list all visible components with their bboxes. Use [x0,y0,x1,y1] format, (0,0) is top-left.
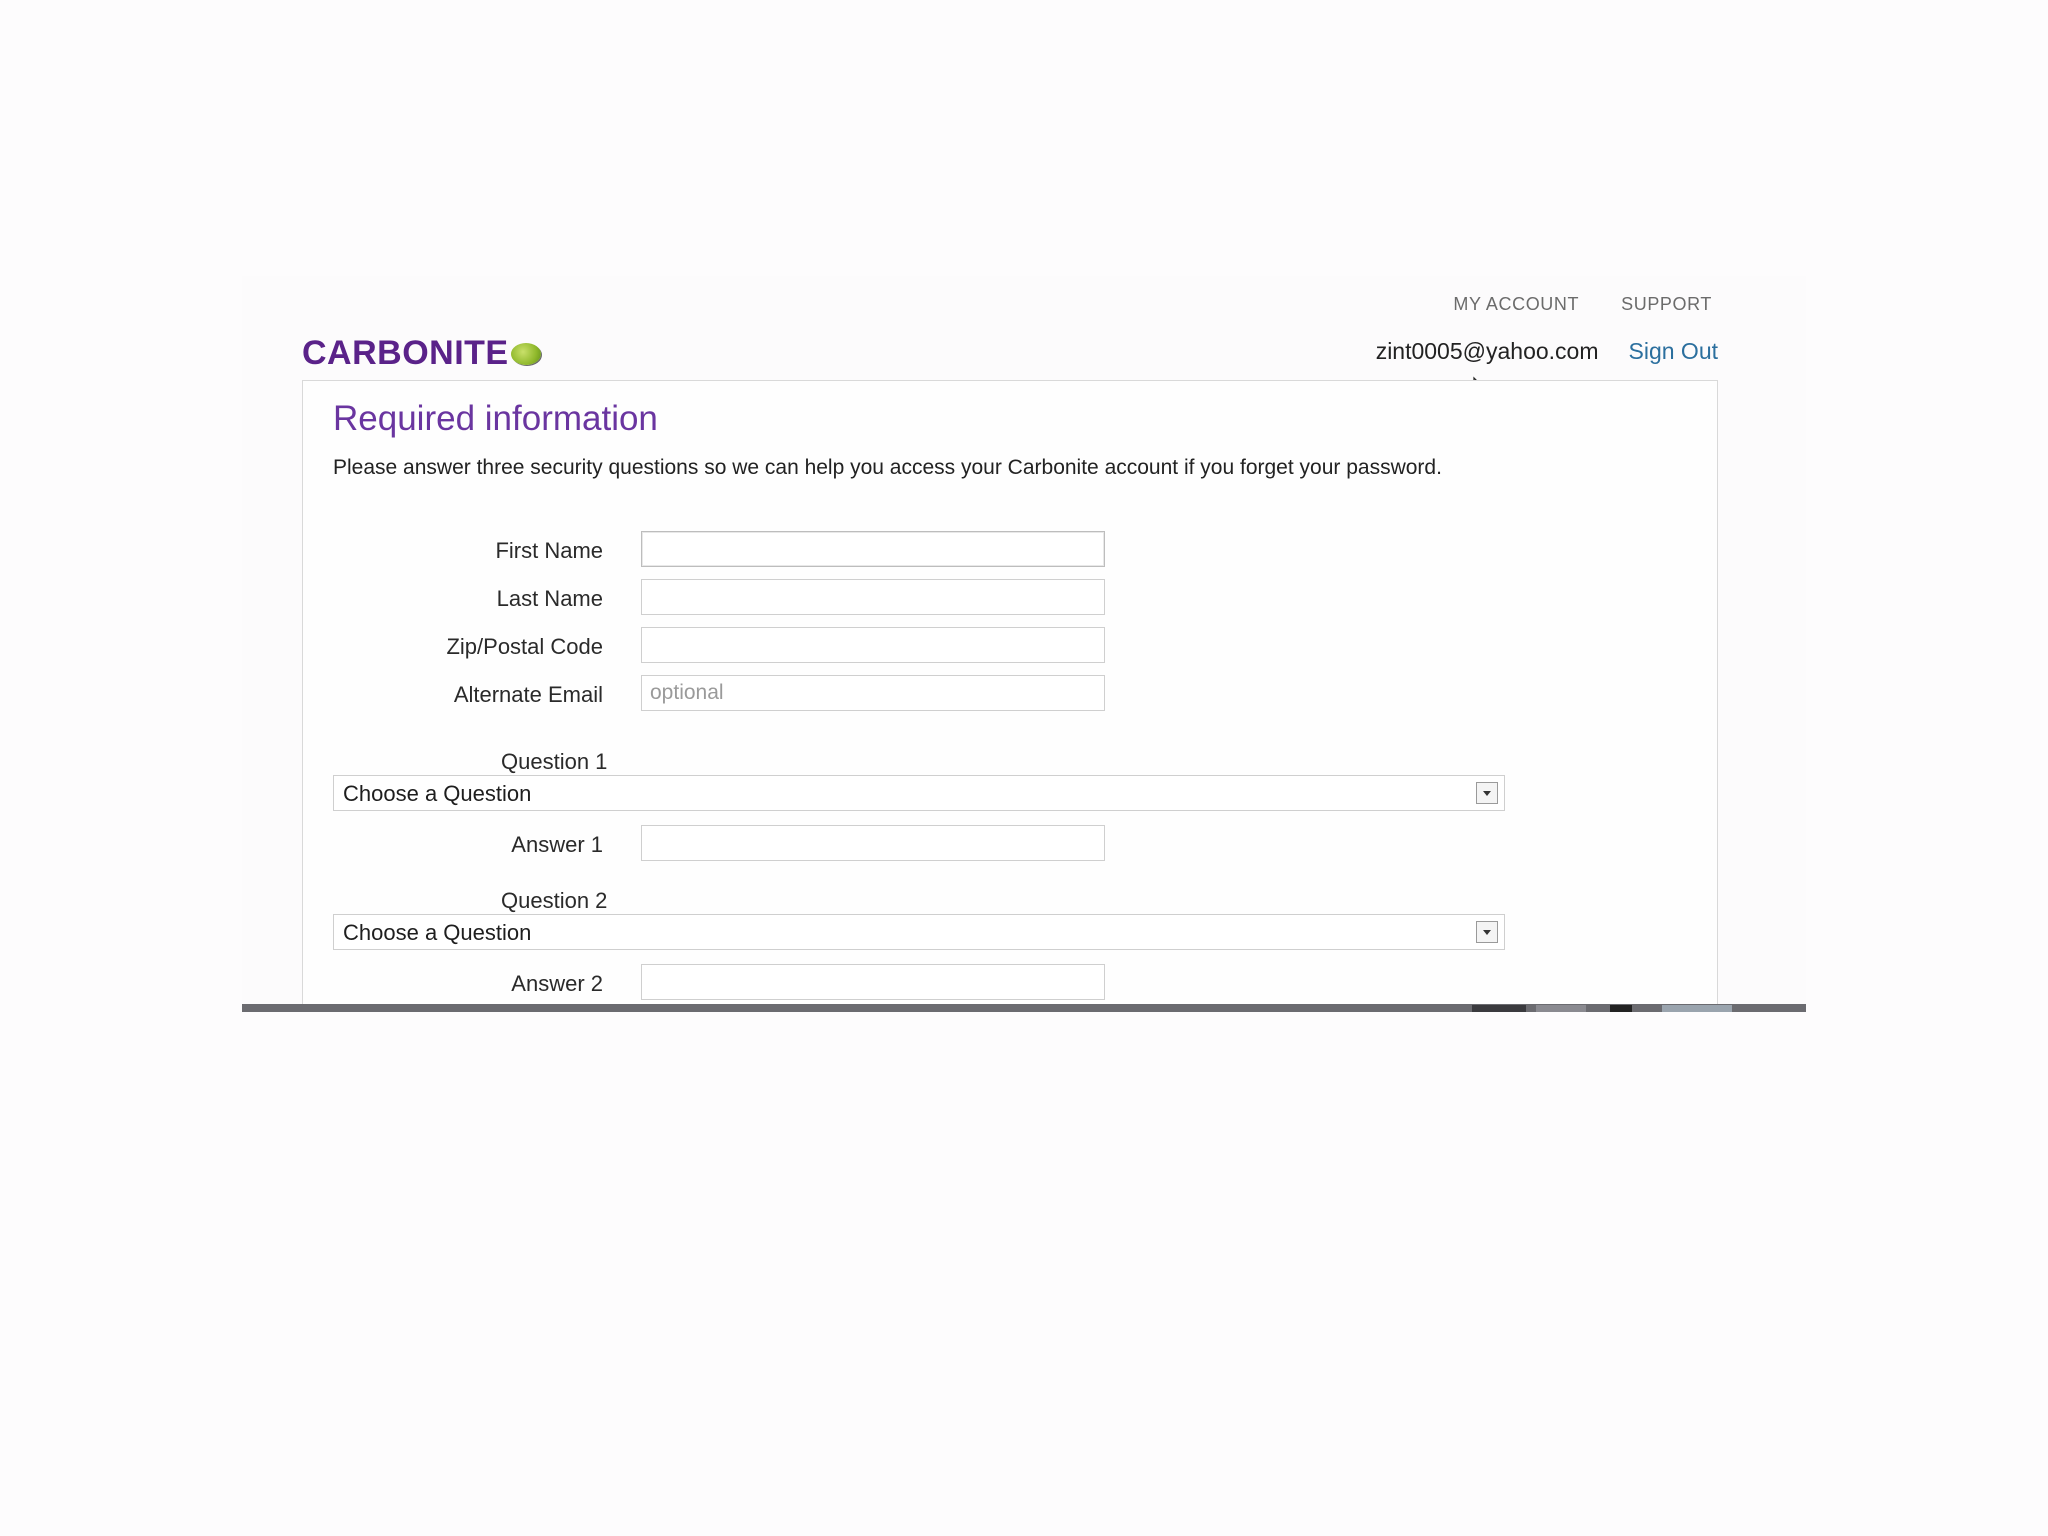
zip-code-label: Zip/Postal Code [446,634,603,659]
taskbar-item[interactable] [1610,1005,1632,1012]
taskbar-item[interactable] [1662,1005,1732,1012]
top-navigation [1453,294,1712,315]
answer-2-input[interactable] [641,964,1105,1000]
required-info-panel [302,380,1718,1012]
question-1-label: Question 1 [501,749,608,774]
dropdown-arrow-icon[interactable] [1476,921,1498,943]
user-email: zint0005@yahoo.com [1375,338,1599,364]
zip-code-row [303,627,1203,665]
answer-2-label: Answer 2 [511,971,603,996]
alternate-email-input[interactable] [641,675,1105,711]
question-2-selected-value: Choose a Question [343,920,532,945]
sign-out-link[interactable]: Sign Out [1628,338,1718,364]
alternate-email-label: Alternate Email [453,682,603,707]
answer-2-row [303,964,1203,1002]
question-2-label: Question 2 [501,888,608,913]
first-name-input[interactable] [641,531,1105,567]
carbonite-logo[interactable] [302,334,541,373]
taskbar-item[interactable] [1472,1005,1526,1012]
first-name-label: First Name [495,538,603,563]
alternate-email-row [303,675,1203,713]
question-1-selected-value: Choose a Question [343,781,532,806]
page-title: Required information [333,399,658,438]
support-link[interactable]: SUPPORT [1621,294,1712,314]
taskbar [242,1004,1806,1012]
taskbar-item[interactable] [1536,1005,1586,1012]
logo-text: CARBONITE [302,334,509,372]
last-name-row [303,579,1203,617]
answer-1-label: Answer 1 [511,832,603,857]
question-2-select[interactable] [333,914,1505,950]
answer-1-input[interactable] [641,825,1105,861]
last-name-input[interactable] [641,579,1105,615]
my-account-link[interactable]: MY ACCOUNT [1453,294,1580,314]
dropdown-arrow-icon[interactable] [1476,782,1498,804]
logo-green-dot-icon [511,343,541,365]
browser-viewport [242,276,1806,1012]
first-name-row [303,531,1203,569]
last-name-label: Last Name [496,586,603,611]
answer-1-row [303,825,1203,863]
zip-code-input[interactable] [641,627,1105,663]
question-1-select[interactable] [333,775,1505,811]
user-bar [1376,338,1718,365]
intro-text: Please answer three security questions so we can help you access your Carbonite account if you forget your password. [333,456,1442,479]
